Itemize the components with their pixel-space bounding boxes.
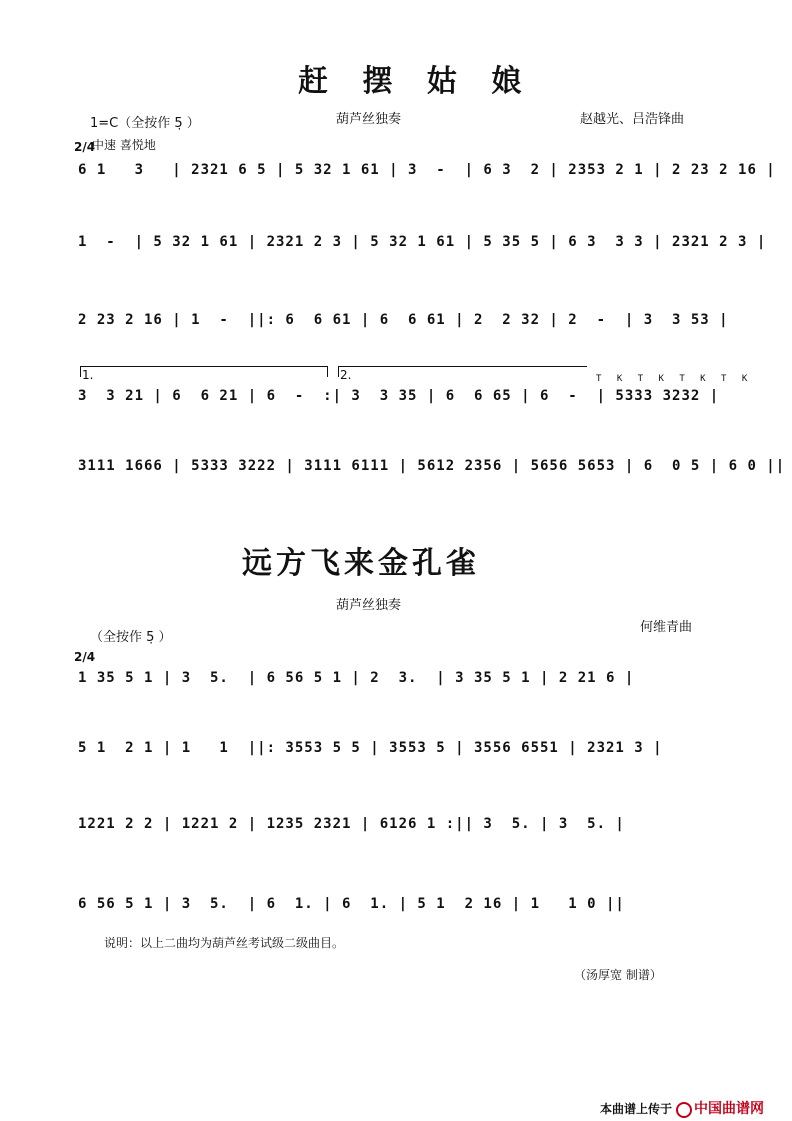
volta-2-bracket	[338, 366, 587, 377]
song2-line-1	[78, 668, 718, 708]
volta-1: 1.	[82, 368, 94, 382]
song2-key: （全按作 5̣ ）	[90, 630, 172, 645]
song1-line-5	[78, 456, 786, 496]
song1-tempo: 中速 喜悦地	[92, 138, 156, 152]
song1-key: 1=C（全按作 5̣ ）	[90, 116, 200, 131]
song1-line-2	[78, 232, 767, 272]
song1-line-5-notes: 3111 1666 | 5333 3222 | 3111 6111 | 5612 2356 | 5656 5653 | 6 0 5 | 6 0 ||	[78, 458, 786, 474]
song2-line-2-notes: 5 1 2 1 | 1 1 ||: 3553 5 5 | 3553 5 | 3556 6551 | 2321 3 |	[78, 740, 663, 756]
site-logo-icon	[676, 1102, 692, 1118]
song2-line-3-notes: 1221 2 2 | 1221 2 | 1235 2321 | 6126 1 :|| 3 5. | 3 5. |	[78, 816, 625, 832]
song2-time-signature: 2/4	[74, 650, 96, 664]
song2-line-2	[78, 738, 718, 778]
transcriber-credit: （汤厚宽 制谱）	[574, 968, 662, 982]
song2-line-3	[78, 814, 718, 854]
song1-line-4-notes: 3 3 21 | 6 6 21 | 6 - :| 3 3 35 | 6 6 65 | 6 - | 5333 3232 |	[78, 388, 720, 404]
tonguing-marks: T K T K T K T K	[596, 374, 753, 384]
footer	[600, 1098, 764, 1118]
song1-line-3-notes: 2 23 2 16 | 1 - ||: 6 6 61 | 6 6 61 | 2 2 32 | 2 - | 3 3 53 |	[78, 312, 729, 328]
song1-composer: 赵越光、吕浩锋曲	[580, 112, 685, 127]
song1-line-1-notes: 6 1 3 | 2321 6 5 | 5 32 1 61 | 3 - | 6 3 2 | 2353 2 1 | 2 23 2 16 |	[78, 162, 776, 178]
song1-subtitle: 葫芦丝独奏	[336, 112, 402, 127]
volta-2: 2.	[340, 368, 352, 382]
song2-subtitle: 葫芦丝独奏	[336, 598, 402, 613]
song1-line-4	[78, 386, 718, 426]
song1-title: 赶 摆 姑 娘	[298, 64, 534, 99]
song2-line-1-notes: 1 35 5 1 | 3 5. | 6 56 5 1 | 2 3. | 3 35 5 1 | 2 21 6 |	[78, 670, 635, 686]
song1-line-1	[78, 160, 776, 200]
song2-line-4	[78, 894, 718, 934]
exam-note: 说明：以上二曲均为葫芦丝考试级二级曲目。	[104, 936, 345, 950]
site-name-link[interactable]: 中国曲谱网	[694, 1101, 765, 1117]
song1-time-signature: 2/4	[74, 140, 96, 154]
volta-1-bracket	[80, 366, 328, 377]
song2-line-4-notes: 6 56 5 1 | 3 5. | 6 1. | 6 1. | 5 1 2 16 | 1 1 0 ||	[78, 896, 625, 912]
song2-title: 远方飞来金孔雀	[242, 546, 480, 581]
song2-composer: 何维青曲	[640, 620, 693, 635]
footer-uploaded-text: 本曲谱上传于	[600, 1101, 673, 1116]
song1-line-3	[78, 310, 729, 350]
song1-line-2-notes: 1 - | 5 32 1 61 | 2321 2 3 | 5 32 1 61 | 5 35 5 | 6 3 3 3 | 2321 2 3 |	[78, 234, 767, 250]
